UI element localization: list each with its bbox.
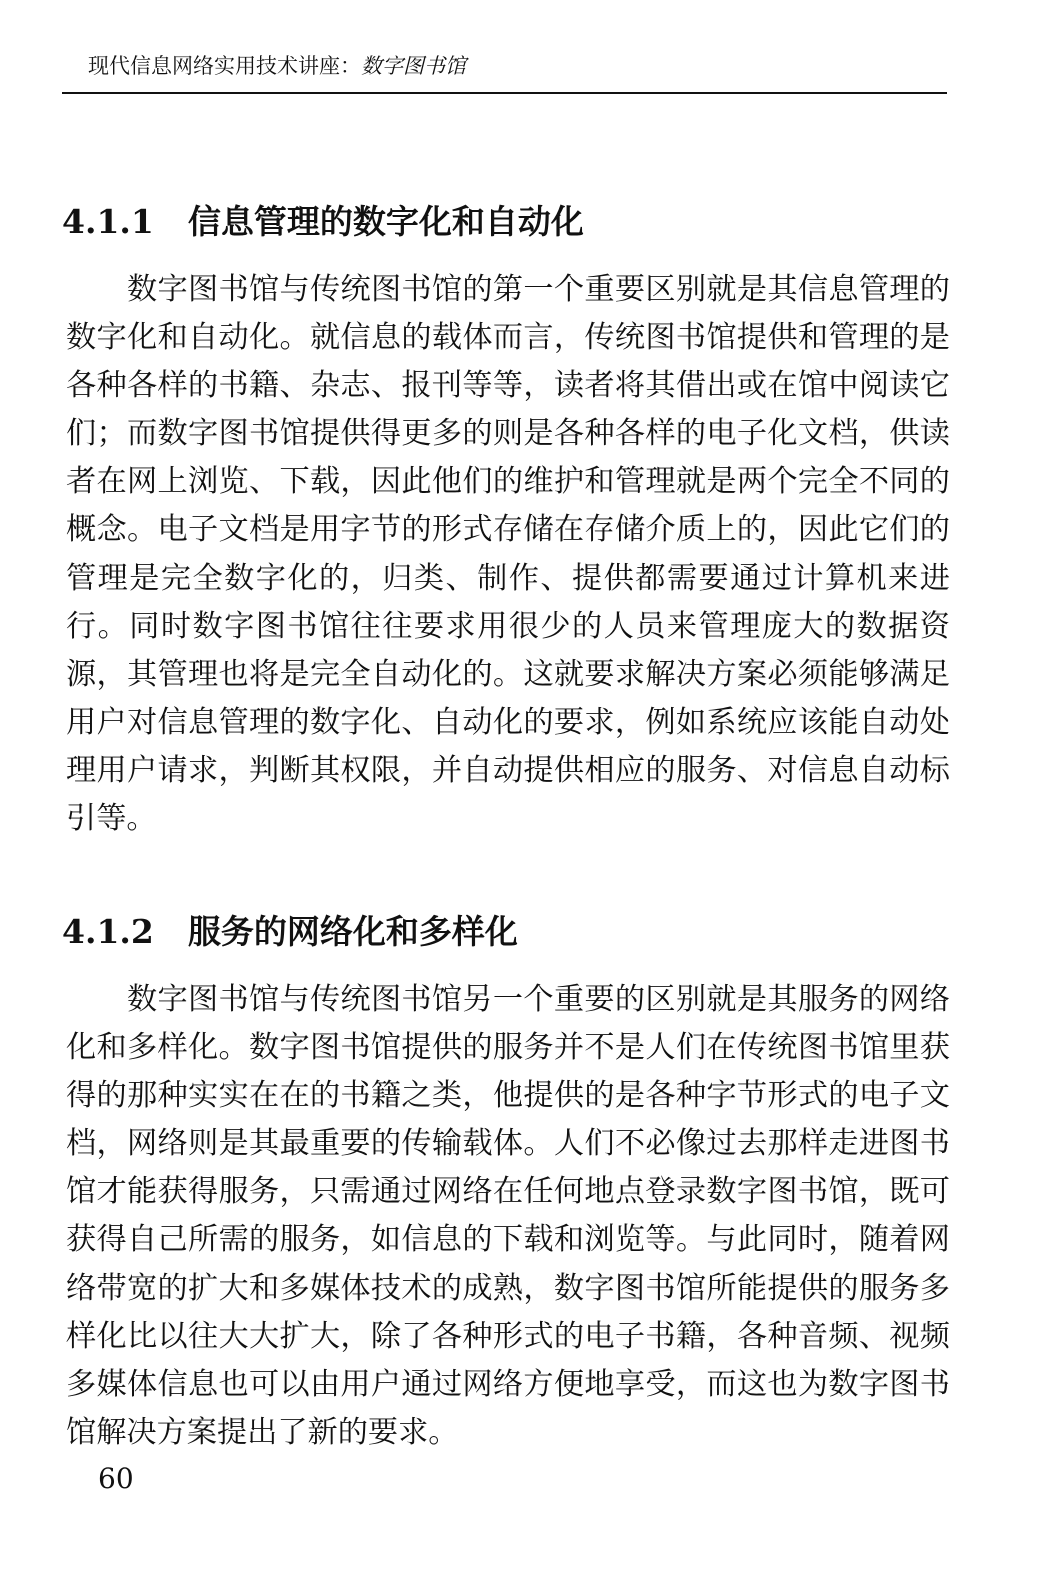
running-header-book-title: 现代信息网络实用技术讲座： bbox=[88, 54, 361, 78]
section-title: 服务的网络化和多样化 bbox=[187, 912, 518, 951]
running-header bbox=[88, 50, 466, 80]
section-heading-4-1-1 bbox=[62, 196, 584, 243]
page-number: 60 bbox=[98, 1462, 134, 1495]
section-paragraph: 数字图书馆与传统图书馆的第一个重要区别就是其信息管理的数字化和自动化。就信息的载体而言，传统图书馆提供和管理的是各种各样的书籍、杂志、报刊等等，读者将其借出或在馆中阅读它们；而数字图书馆提供得更多的则是各种各样的电子化文档，供读者在网上浏览、下载，因此他们的维护和管理就是两个完全不同的概念。电子文档是用字节的形式存储在存储介质上的，因此它们的管理是完全数字化的，归类、制作、提供都需要通过计算机来进行。同时数字图书馆往往要求用很少的人员来管理庞大的数据资源，其管理也将是完全自动化的。这就要求解决方案必须能够满足用户对信息管理的数字化、自动化的要求，例如系统应该能自动处理用户请求，判断其权限，并自动提供相应的服务、对信息自动标引等。 bbox=[66, 272, 950, 837]
section-heading-4-1-2 bbox=[62, 906, 518, 953]
running-header-chapter-title: 数字图书馆 bbox=[361, 54, 466, 78]
section-number: 4.1.2 bbox=[62, 912, 154, 951]
header-rule bbox=[62, 92, 947, 94]
section-title: 信息管理的数字化和自动化 bbox=[187, 202, 584, 241]
section-number: 4.1.1 bbox=[62, 202, 154, 241]
section-paragraph: 数字图书馆与传统图书馆另一个重要的区别就是其服务的网络化和多样化。数字图书馆提供的服务并不是人们在传统图书馆里获得的那种实实在在的书籍之类，他提供的是各种字节形式的电子文档，网络则是其最重要的传输载体。人们不必像过去那样走进图书馆才能获得服务，只需通过网络在任何地点登录数字图书馆，既可获得自己所需的服务，如信息的下载和浏览等。与此同时，随着网络带宽的扩大和多媒体技术的成熟，数字图书馆所能提供的服务多样化比以往大大扩大，除了各种形式的电子书籍，各种音频、视频多媒体信息也可以由用户通过网络方便地享受，而这也为数字图书馆解决方案提出了新的要求。 bbox=[66, 982, 950, 1450]
